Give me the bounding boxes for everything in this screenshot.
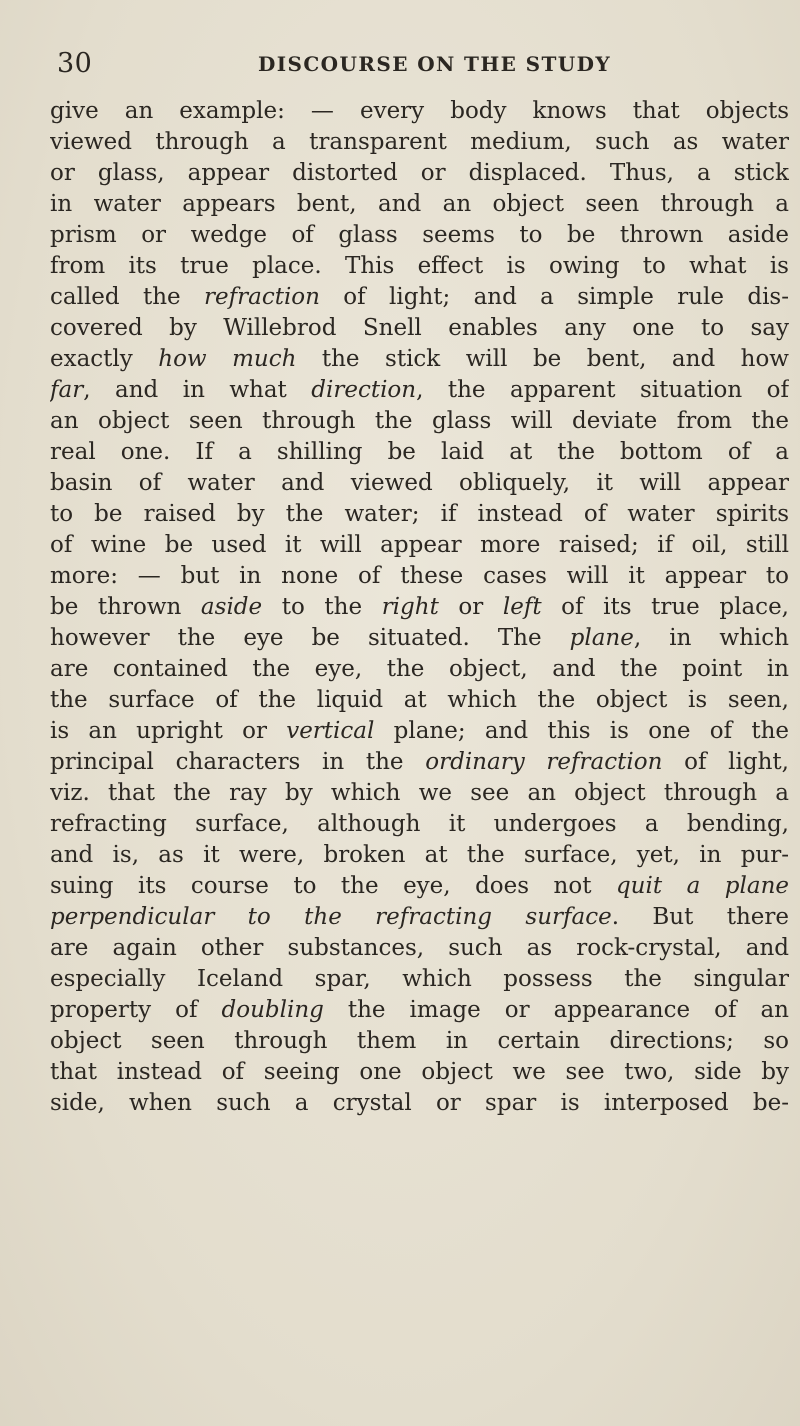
page-header (57, 48, 757, 84)
text-line: viz. that the ray by which we see an object through a (50, 780, 789, 806)
text-line: be thrown aside to the right or left of its true place, (50, 594, 789, 620)
text-line: basin of water and viewed obliquely, it will appear (50, 470, 789, 496)
text-line: to be raised by the water; if instead of water spirits (50, 501, 789, 527)
text-line: covered by Willebrod Snell enables any one to say (50, 315, 789, 341)
text-line: is an upright or vertical plane; and this is one of the (50, 718, 789, 744)
text-line: the surface of the liquid at which the object is seen, (50, 687, 789, 713)
text-line: an object seen through the glass will deviate from the (50, 408, 789, 434)
text-line: principal characters in the ordinary refraction of light, (50, 749, 789, 775)
text-line: exactly how much the stick will be bent, and how (50, 346, 789, 372)
text-line: refracting surface, although it undergoes a bending, (50, 811, 789, 837)
text-line: perpendicular to the refracting surface. But there (50, 904, 789, 930)
text-line: object seen through them in certain directions; so (50, 1028, 789, 1054)
page-number: 30 (57, 48, 93, 79)
text-line: suing its course to the eye, does not quit a plane (50, 873, 789, 899)
text-line: prism or wedge of glass seems to be thrown aside (50, 222, 789, 248)
body-text (50, 96, 789, 1119)
text-line: give an example: — every body knows that objects (50, 98, 789, 124)
text-line: in water appears bent, and an object seen through a (50, 191, 789, 217)
text-line: called the refraction of light; and a simple rule dis- (50, 284, 789, 310)
text-line: and is, as it were, broken at the surface, yet, in pur- (50, 842, 789, 868)
text-line: are again other substances, such as rock-crystal, and (50, 935, 789, 961)
text-line: are contained the eye, the object, and the point in (50, 656, 789, 682)
text-line: real one. If a shilling be laid at the bottom of a (50, 439, 789, 465)
running-head: DISCOURSE ON THE STUDY (258, 52, 612, 76)
text-line: side, when such a crystal or spar is interposed be- (50, 1090, 789, 1116)
text-line: from its true place. This effect is owing to what is (50, 253, 789, 279)
text-line: that instead of seeing one object we see two, side by (50, 1059, 789, 1085)
text-line: viewed through a transparent medium, such as water (50, 129, 789, 155)
text-line: far, and in what direction, the apparent situation of (50, 377, 789, 403)
text-line: property of doubling the image or appearance of an (50, 997, 789, 1023)
text-line: or glass, appear distorted or displaced. Thus, a stick (50, 160, 789, 186)
text-line: however the eye be situated. The plane, in which (50, 625, 789, 651)
text-line: of wine be used it will appear more raised; if oil, still (50, 532, 789, 558)
text-line: more: — but in none of these cases will it appear to (50, 563, 789, 589)
text-line: especially Iceland spar, which possess the singular (50, 966, 789, 992)
